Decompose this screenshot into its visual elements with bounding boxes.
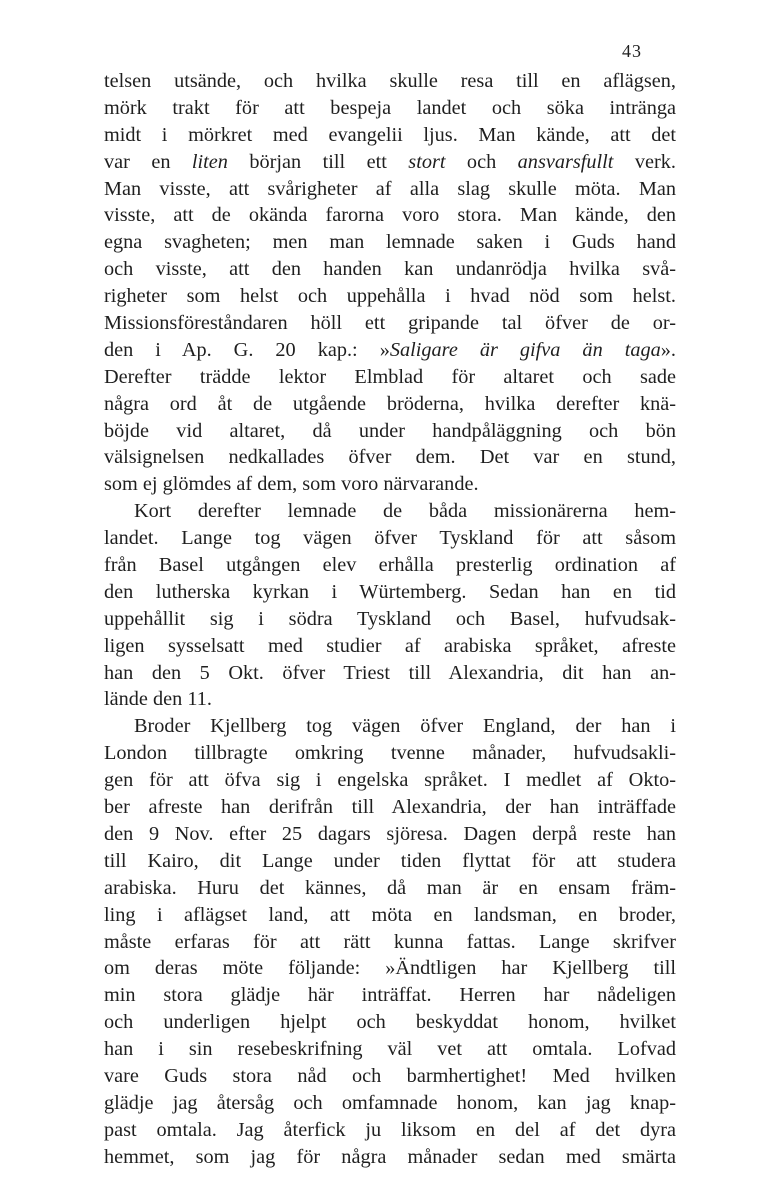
- text-line: Man visste, att svårigheter af alla slag skulle möta. Man: [104, 177, 676, 200]
- text-line: om deras möte följande: »Ändtligen har Kjellberg till: [104, 957, 676, 980]
- text-line: han den 5 Okt. öfver Triest till Alexandria, dit han an-: [104, 661, 676, 684]
- text-line: arabiska. Huru det kännes, då man är en ensam främ-: [104, 876, 676, 899]
- page-number: 43: [622, 41, 642, 61]
- emphasis-ansvarsfullt: ansvarsfullt: [517, 150, 614, 173]
- text-line: glädje jag återsåg och omfamnade honom, kan jag knap-: [104, 1091, 676, 1114]
- text-line: gen för att öfva sig i engelska språket. I medlet af Okto-: [104, 769, 676, 792]
- text-line: Derefter trädde lektor Elmblad för altaret och sade: [104, 365, 676, 388]
- text-line: ber afreste han derifrån till Alexandria, der han inträffade: [104, 796, 676, 819]
- text-line: böjde vid altaret, då under handpåläggning och bön: [104, 419, 676, 442]
- text-line: och visste, att den handen kan undanrödja hvilka svå-: [104, 258, 676, 281]
- text-line: ling i aflägset land, att möta en landsman, en broder,: [104, 903, 676, 926]
- text-line: London tillbragte omkring tvenne månader, hufvudsakli-: [104, 742, 676, 765]
- text-line: som ej glömdes af dem, som voro närvarande.: [104, 473, 479, 496]
- emphasis-liten: liten: [191, 150, 228, 173]
- text-line: midt i mörkret med evangelii ljus. Man kände, att det: [104, 123, 676, 146]
- text-line-with-quote: den i Ap. G. 20 kap.: »Saligare är gifva än taga».: [104, 338, 676, 361]
- text-line: righeter som helst och uppehålla i hvad nöd som helst.: [104, 285, 676, 308]
- text-line: från Basel utgången elev erhålla presterlig ordination af: [104, 554, 676, 577]
- text-line: några ord åt de utgående bröderna, hvilka derefter knä-: [104, 392, 676, 415]
- text-line: och underligen hjelpt och beskyddat honom, hvilket: [104, 1011, 676, 1034]
- text-line: han i sin resebeskrifning väl vet att omtala. Lofvad: [104, 1038, 676, 1061]
- text-line: måste erfaras för att rätt kunna fattas. Lange skrifver: [104, 930, 676, 953]
- text-line: egna svagheten; men man lemnade saken i Guds hand: [104, 231, 676, 254]
- text-line: till Kairo, dit Lange under tiden flyttat för att studera: [104, 849, 676, 872]
- emphasis-quote: Saligare är gifva än taga: [389, 338, 661, 361]
- text-line: min stora glädje här inträffat. Herren har nådeligen: [104, 984, 676, 1007]
- text-line: landet. Lange tog vägen öfver Tyskland för att såsom: [104, 527, 676, 550]
- text-line: visste, att de okända farorna voro stora. Man kände, den: [104, 204, 676, 227]
- text-line: välsignelsen nedkallades öfver dem. Det var en stund,: [104, 446, 676, 469]
- text-line: Kort derefter lemnade de båda missionärerna hem-: [134, 500, 676, 523]
- text-line: den lutherska kyrkan i Würtemberg. Sedan han en tid: [104, 580, 676, 603]
- body-text: [104, 68, 676, 1171]
- text-line: ligen sysselsatt med studier af arabiska språket, afreste: [104, 634, 676, 657]
- text-line: den 9 Nov. efter 25 dagars sjöresa. Dagen derpå reste han: [104, 822, 676, 845]
- text-line: uppehållit sig i södra Tyskland och Basel, hufvudsak-: [104, 607, 676, 630]
- text-line: telsen utsände, och hvilka skulle resa till en aflägsen,: [104, 70, 676, 92]
- text-line: Missionsföreståndaren höll ett gripande tal öfver de or-: [104, 312, 676, 335]
- text-line: hemmet, som jag för några månader sedan med smärta: [104, 1145, 676, 1168]
- text-line: lände den 11.: [104, 688, 212, 711]
- text-line: Broder Kjellberg tog vägen öfver England, der han i: [134, 715, 676, 738]
- text-line: mörk trakt för att bespeja landet och söka intränga: [104, 96, 676, 119]
- text-line-with-emphasis: var en liten början till ett stort och ansvarsfullt verk.: [104, 150, 676, 173]
- emphasis-stort: stort: [408, 150, 446, 173]
- text-line: vare Guds stora nåd och barmhertighet! Med hvilken: [104, 1064, 676, 1087]
- text-line: past omtala. Jag återfick ju liksom en del af det dyra: [104, 1118, 676, 1141]
